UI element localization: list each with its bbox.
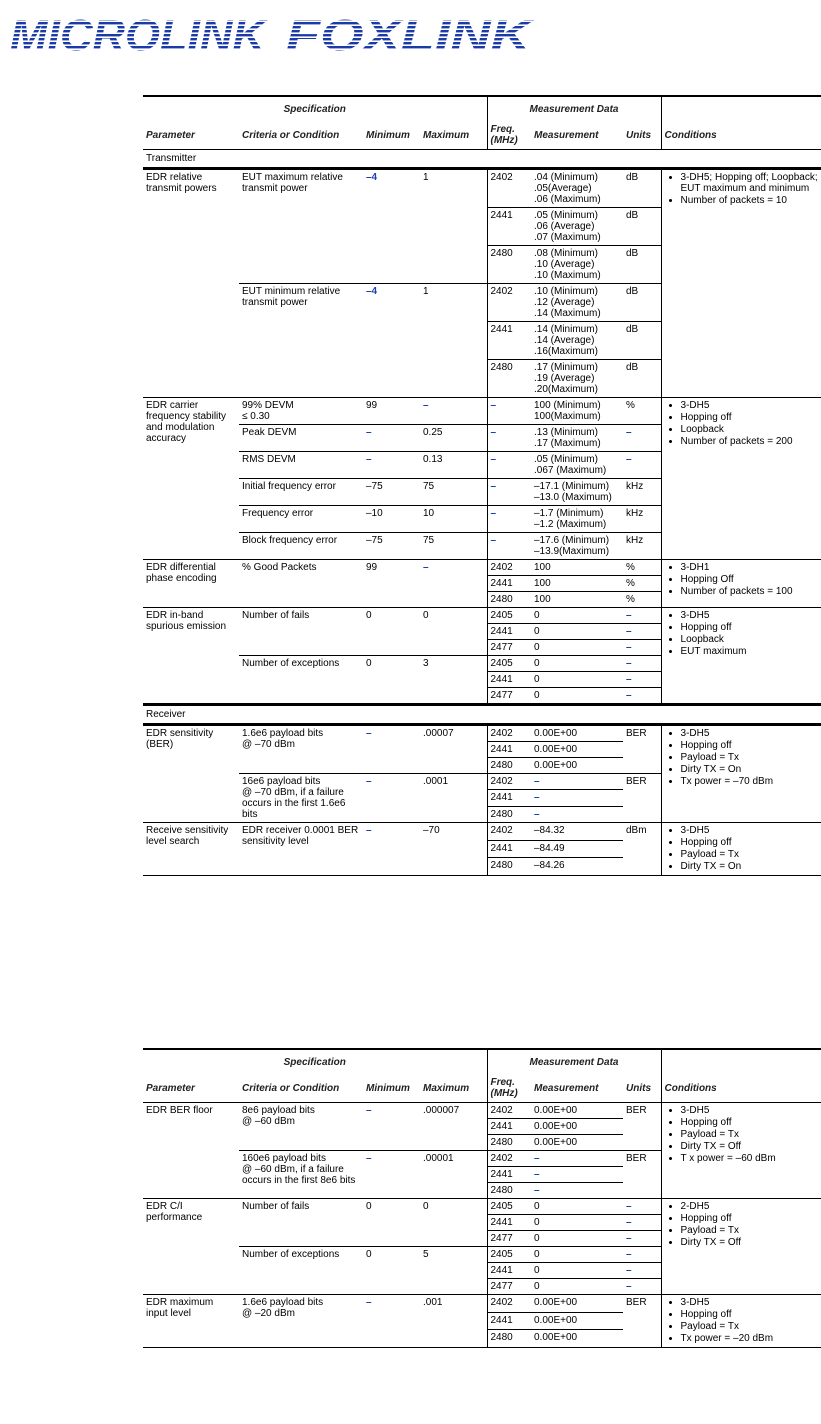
condition-item: • Number of packets = 10 <box>681 195 819 206</box>
measurement-cell: 0.00E+00 <box>534 1105 578 1116</box>
freq-cell: 2402 <box>487 823 531 841</box>
measurement-cell: 100 <box>531 560 623 576</box>
condition-item: • T x power = –60 dBm <box>681 1153 819 1164</box>
table-row <box>143 1199 821 1215</box>
measurement-cell: – <box>531 774 623 790</box>
freq-cell: 2402 <box>487 1295 531 1313</box>
freq-cell: 2441 <box>487 840 531 858</box>
units-header: Units <box>623 121 661 150</box>
measurement-cell: 0 <box>531 1247 623 1263</box>
freq-cell: 2405 <box>487 1247 531 1263</box>
table-row <box>143 1295 821 1313</box>
condition-item: • Payload = Tx <box>681 1321 819 1332</box>
measurement-cell: 0.00E+00 <box>534 728 578 739</box>
freq-header: Freq. (MHz) <box>487 121 531 150</box>
units-cell: – <box>623 1247 661 1263</box>
section-receiver: Receiver <box>143 705 821 725</box>
measurement-cell: 0 <box>531 640 623 656</box>
logo-microlink-text: MICROLINK <box>10 11 269 58</box>
freq-cell: 2477 <box>487 1279 531 1295</box>
table-row <box>143 608 821 624</box>
measurement-cell: 0 <box>531 1231 623 1247</box>
freq-cell: 2480 <box>487 758 531 774</box>
freq-cell: 2441 <box>487 1167 531 1183</box>
minimum-cell: –10 <box>363 506 420 533</box>
criteria-cell: Initial frequency error <box>239 479 363 506</box>
units-cell: dB <box>623 322 661 360</box>
measurement-cell: 0.00E+00 <box>531 1135 623 1151</box>
measurement-cell: –84.49 <box>531 840 623 858</box>
table-row <box>143 560 821 576</box>
criteria-cell: Number of fails <box>239 608 363 656</box>
units-cell: – <box>623 608 661 624</box>
minimum-cell: – <box>363 1295 420 1348</box>
measurement-cell: .04 (Minimum) .05(Average) .06 (Maximum) <box>534 172 601 205</box>
criteria-cell: Number of exceptions <box>239 656 363 705</box>
units-cell: – <box>623 1199 661 1215</box>
freq-cell: 2402 <box>487 774 531 790</box>
maximum-header: Maximum <box>420 1074 487 1103</box>
condition-item: • Hopping off <box>681 740 819 751</box>
measurement-cell: – <box>531 1151 623 1167</box>
measurement-cell: 0 <box>531 624 623 640</box>
measurement-cell: – <box>531 806 623 822</box>
condition-item: • Hopping off <box>681 1309 819 1320</box>
criteria-header: Criteria or Condition <box>239 1074 363 1103</box>
measurement-table-2 <box>143 1048 821 1348</box>
parameter-cell: EDR carrier frequency stability and modulation accuracy <box>143 398 239 560</box>
measurement-cell: 0 <box>531 672 623 688</box>
parameter-header: Parameter <box>143 121 239 150</box>
maximum-cell: 10 <box>420 506 487 533</box>
freq-cell: 2402 <box>490 1105 513 1116</box>
criteria-cell: % Good Packets <box>239 560 363 608</box>
freq-cell: 2441 <box>487 1263 531 1279</box>
measurement-data-header: Measurement Data <box>487 96 661 121</box>
maximum-cell: 1 <box>420 169 487 284</box>
parameter-cell: EDR relative transmit powers <box>146 172 217 194</box>
conditions-cell <box>661 169 821 398</box>
minimum-cell: –75 <box>363 533 420 560</box>
table-row <box>143 1103 821 1119</box>
condition-item: • Tx power = –70 dBm <box>681 776 819 787</box>
maximum-cell: 0.25 <box>420 425 487 452</box>
condition-item: • Dirty TX = Off <box>681 1141 819 1152</box>
freq-cell: 2441 <box>487 672 531 688</box>
freq-cell: 2477 <box>487 1231 531 1247</box>
logo-foxlink-text: FOXLINK <box>286 11 536 58</box>
condition-item: • Payload = Tx <box>681 849 819 860</box>
maximum-cell: 0 <box>420 608 487 656</box>
maximum-cell: .001 <box>420 1295 487 1348</box>
minimum-cell: 99 <box>363 398 420 425</box>
measurement-cell: .13 (Minimum) .17 (Maximum) <box>531 425 623 452</box>
freq-cell: – <box>487 425 531 452</box>
condition-item: • 3-DH1 <box>681 562 819 573</box>
measurement-cell: 0.00E+00 <box>531 1295 623 1313</box>
units-cell: – <box>623 656 661 672</box>
measurement-cell: 0 <box>531 608 623 624</box>
conditions-cell <box>661 608 821 705</box>
condition-item: • Tx power = –20 dBm <box>681 1333 819 1344</box>
conditions-cell <box>661 1199 821 1295</box>
freq-cell: – <box>487 479 531 506</box>
conditions-cell <box>661 1295 821 1348</box>
measurement-cell: 100 <box>531 576 623 592</box>
criteria-cell: Frequency error <box>239 506 363 533</box>
criteria-cell: 16e6 payload bits @ –70 dBm, if a failure occurs in the first 1.6e6 bits <box>239 774 363 823</box>
measurement-cell: –1.7 (Minimum) –1.2 (Maximum) <box>531 506 623 533</box>
units-cell: – <box>623 1279 661 1295</box>
freq-cell: 2405 <box>487 1199 531 1215</box>
freq-cell: 2441 <box>487 790 531 806</box>
measurement-cell: 0.00E+00 <box>531 1312 623 1330</box>
criteria-cell: 8e6 payload bits @ –60 dBm <box>242 1105 315 1127</box>
table-row <box>143 398 821 425</box>
specification-header: Specification <box>143 96 487 121</box>
freq-header: Freq. (MHz) <box>487 1074 531 1103</box>
criteria-cell: EUT maximum relative transmit power <box>242 172 343 194</box>
measurement-cell: 0 <box>531 1215 623 1231</box>
condition-item: • Payload = Tx <box>681 752 819 763</box>
criteria-cell: RMS DEVM <box>239 452 363 479</box>
condition-item: • Hopping off <box>681 1117 819 1128</box>
maximum-cell: .0001 <box>420 774 487 823</box>
criteria-cell: EUT minimum relative transmit power <box>239 284 363 398</box>
measurement-cell: 0 <box>531 1279 623 1295</box>
units-cell: – <box>623 452 661 479</box>
measurement-cell: –17.1 (Minimum) –13.0 (Maximum) <box>531 479 623 506</box>
units-cell: dB <box>623 169 661 208</box>
units-cell: dB <box>623 208 661 246</box>
criteria-cell: 99% DEVM ≤ 0.30 <box>239 398 363 425</box>
units-cell: – <box>623 425 661 452</box>
minimum-cell: 0 <box>363 1247 420 1295</box>
minimum-header: Minimum <box>363 1074 420 1103</box>
freq-cell: 2441 <box>487 1312 531 1330</box>
freq-cell: 2405 <box>487 608 531 624</box>
units-cell: – <box>623 640 661 656</box>
condition-item: • Hopping off <box>681 837 819 848</box>
freq-cell: 2477 <box>487 640 531 656</box>
measurement-cell: 0.00E+00 <box>531 742 623 758</box>
units-cell: – <box>623 624 661 640</box>
units-cell: – <box>623 672 661 688</box>
measurement-table-1 <box>143 95 821 876</box>
freq-cell: 2441 <box>487 1215 531 1231</box>
condition-item: • Payload = Tx <box>681 1129 819 1140</box>
freq-cell: 2480 <box>487 806 531 822</box>
condition-item: • Dirty TX = Off <box>681 1237 819 1248</box>
units-cell: kHz <box>623 533 661 560</box>
condition-item: • 3-DH5; Hopping off; Loopback; EUT maximum and minimum <box>681 172 819 194</box>
freq-cell: 2480 <box>487 858 531 876</box>
freq-cell: – <box>487 533 531 560</box>
criteria-cell: Peak DEVM <box>239 425 363 452</box>
measurement-cell: .14 (Minimum) .14 (Average) .16(Maximum) <box>531 322 623 360</box>
measurement-cell: 0 <box>531 1199 623 1215</box>
condition-item: • Hopping off <box>681 412 819 423</box>
condition-item: • 3-DH5 <box>681 728 819 739</box>
criteria-header: Criteria or Condition <box>239 121 363 150</box>
parameter-cell: EDR BER floor <box>146 1105 213 1116</box>
table-row <box>143 823 821 841</box>
criteria-cell: Block frequency error <box>239 533 363 560</box>
condition-item: • EUT maximum <box>681 646 819 657</box>
minimum-cell: –4 <box>363 284 420 398</box>
freq-cell: – <box>487 452 531 479</box>
units-cell: BER <box>623 1103 661 1151</box>
measurement-cell: –84.32 <box>531 823 623 841</box>
freq-cell: – <box>487 506 531 533</box>
table-row <box>143 169 821 208</box>
measurement-cell: – <box>531 1167 623 1183</box>
condition-item: • 3-DH5 <box>681 1105 819 1116</box>
measurement-cell: – <box>531 790 623 806</box>
freq-cell: 2477 <box>487 688 531 705</box>
measurement-header: Measurement <box>531 121 623 150</box>
maximum-cell: 0 <box>420 1199 487 1247</box>
units-cell: kHz <box>623 479 661 506</box>
parameter-cell: EDR maximum input level <box>143 1295 239 1348</box>
minimum-cell: – <box>363 823 420 876</box>
maximum-cell: – <box>420 560 487 608</box>
minimum-cell: 0 <box>363 1199 420 1247</box>
measurement-cell: .05 (Minimum) .06 (Average) .07 (Maximum) <box>531 208 623 246</box>
minimum-cell: 0 <box>363 656 420 705</box>
units-cell: % <box>623 592 661 608</box>
measurement-cell: 100 <box>531 592 623 608</box>
measurement-data-header: Measurement Data <box>487 1049 661 1074</box>
freq-cell: – <box>487 398 531 425</box>
maximum-cell: .000007 <box>420 1103 487 1151</box>
maximum-cell: 75 <box>420 533 487 560</box>
minimum-cell: – <box>363 452 420 479</box>
condition-item: • 3-DH5 <box>681 825 819 836</box>
parameter-cell: EDR sensitivity (BER) <box>146 728 214 750</box>
units-cell: BER <box>623 1295 661 1348</box>
criteria-cell: Number of exceptions <box>239 1247 363 1295</box>
units-cell: BER <box>623 725 661 774</box>
criteria-cell: 1.6e6 payload bits @ –70 dBm <box>242 728 324 750</box>
minimum-header: Minimum <box>363 121 420 150</box>
condition-item: • Hopping Off <box>681 574 819 585</box>
maximum-cell: –70 <box>420 823 487 876</box>
freq-cell: 2480 <box>487 592 531 608</box>
units-cell: – <box>623 1231 661 1247</box>
maximum-cell: 3 <box>420 656 487 705</box>
conditions-cell <box>661 560 821 608</box>
condition-item: • 3-DH5 <box>681 1297 819 1308</box>
units-cell: – <box>623 1215 661 1231</box>
maximum-cell: 5 <box>420 1247 487 1295</box>
maximum-cell: .00007 <box>420 725 487 774</box>
units-cell: dBm <box>623 823 661 876</box>
criteria-cell: 1.6e6 payload bits @ –20 dBm <box>239 1295 363 1348</box>
condition-item: • 3-DH5 <box>681 400 819 411</box>
minimum-cell: – <box>363 774 420 823</box>
measurement-header: Measurement <box>531 1074 623 1103</box>
units-cell: dB <box>623 284 661 322</box>
maximum-cell: 1 <box>420 284 487 398</box>
measurement-cell: –84.26 <box>531 858 623 876</box>
freq-cell: 2480 <box>487 360 531 398</box>
units-header: Units <box>623 1074 661 1103</box>
minimum-cell: – <box>363 1151 420 1199</box>
parameter-header: Parameter <box>143 1074 239 1103</box>
measurement-cell: .10 (Minimum) .12 (Average) .14 (Maximum) <box>531 284 623 322</box>
units-cell: % <box>623 576 661 592</box>
section-transmitter: Transmitter <box>143 150 821 169</box>
condition-item: • Dirty TX = On <box>681 764 819 775</box>
freq-cell: 2405 <box>487 656 531 672</box>
freq-cell: 2441 <box>487 1119 531 1135</box>
measurement-cell: 0.00E+00 <box>531 758 623 774</box>
freq-cell: 2441 <box>487 576 531 592</box>
measurement-cell: .17 (Minimum) .19 (Average) .20(Maximum) <box>531 360 623 398</box>
maximum-cell: – <box>420 398 487 425</box>
freq-cell: 2402 <box>487 1151 531 1167</box>
condition-item: • Loopback <box>681 634 819 645</box>
condition-item: • 2-DH5 <box>681 1201 819 1212</box>
specification-header: Specification <box>143 1049 487 1074</box>
condition-item: • Hopping off <box>681 622 819 633</box>
condition-item: • Hopping off <box>681 1213 819 1224</box>
parameter-cell: EDR C/I performance <box>143 1199 239 1295</box>
minimum-cell: – <box>366 728 372 739</box>
condition-item: • Number of packets = 100 <box>681 586 819 597</box>
freq-cell: 2480 <box>487 1183 531 1199</box>
units-cell: % <box>623 398 661 425</box>
measurement-cell: 100 (Minimum) 100(Maximum) <box>531 398 623 425</box>
measurement-cell: 0 <box>531 656 623 672</box>
conditions-cell <box>661 1103 821 1199</box>
minimum-cell: – <box>366 1105 372 1116</box>
table-row <box>143 725 821 742</box>
condition-item: • Loopback <box>681 424 819 435</box>
minimum-cell: – <box>363 425 420 452</box>
maximum-cell: 75 <box>420 479 487 506</box>
minimum-cell: –4 <box>366 172 378 183</box>
freq-cell: 2441 <box>487 322 531 360</box>
condition-item: • Payload = Tx <box>681 1225 819 1236</box>
units-cell: BER <box>623 774 661 823</box>
units-cell: BER <box>623 1151 661 1199</box>
logo-graphic <box>6 10 536 58</box>
criteria-cell: 160e6 payload bits @ –60 dBm, if a failure occurs in the first 8e6 bits <box>239 1151 363 1199</box>
freq-cell: 2480 <box>487 1135 531 1151</box>
freq-cell: 2402 <box>490 728 513 739</box>
measurement-cell: 0 <box>531 688 623 705</box>
conditions-cell <box>661 725 821 823</box>
units-cell: % <box>623 560 661 576</box>
minimum-cell: –75 <box>363 479 420 506</box>
conditions-cell <box>661 823 821 876</box>
maximum-cell: 0.13 <box>420 452 487 479</box>
freq-cell: 2441 <box>487 624 531 640</box>
measurement-cell: .05 (Minimum) .067 (Maximum) <box>531 452 623 479</box>
conditions-cell <box>661 398 821 560</box>
freq-cell: 2480 <box>487 1330 531 1348</box>
measurement-cell: –17.6 (Minimum) –13.9(Maximum) <box>531 533 623 560</box>
freq-cell: 2441 <box>487 208 531 246</box>
condition-item: • 3-DH5 <box>681 610 819 621</box>
units-cell: dB <box>623 360 661 398</box>
maximum-header: Maximum <box>420 121 487 150</box>
parameter-cell: EDR differential phase encoding <box>143 560 239 608</box>
parameter-cell: Receive sensitivity level search <box>143 823 239 876</box>
minimum-cell: 99 <box>363 560 420 608</box>
maximum-cell: .00001 <box>420 1151 487 1199</box>
company-logo <box>6 10 536 58</box>
freq-cell: 2402 <box>487 284 531 322</box>
conditions-header: Conditions <box>661 121 821 150</box>
units-cell: – <box>623 688 661 705</box>
minimum-cell: 0 <box>363 608 420 656</box>
condition-item: • Dirty TX = On <box>681 861 819 872</box>
conditions-header: Conditions <box>661 1074 821 1103</box>
measurement-cell: .08 (Minimum) .10 (Average) .10 (Maximum) <box>531 246 623 284</box>
units-cell: – <box>623 1263 661 1279</box>
parameter-cell: EDR in-band spurious emission <box>143 608 239 705</box>
condition-item: • Number of packets = 200 <box>681 436 819 447</box>
freq-cell: 2402 <box>487 560 531 576</box>
measurement-cell: – <box>531 1183 623 1199</box>
measurement-cell: 0 <box>531 1263 623 1279</box>
freq-cell: 2402 <box>490 172 513 183</box>
criteria-cell: EDR receiver 0.0001 BER sensitivity level <box>239 823 363 876</box>
units-cell: dB <box>623 246 661 284</box>
measurement-cell: 0.00E+00 <box>531 1119 623 1135</box>
freq-cell: 2441 <box>487 742 531 758</box>
units-cell: kHz <box>623 506 661 533</box>
measurement-cell: 0.00E+00 <box>531 1330 623 1348</box>
freq-cell: 2480 <box>487 246 531 284</box>
criteria-cell: Number of fails <box>239 1199 363 1247</box>
